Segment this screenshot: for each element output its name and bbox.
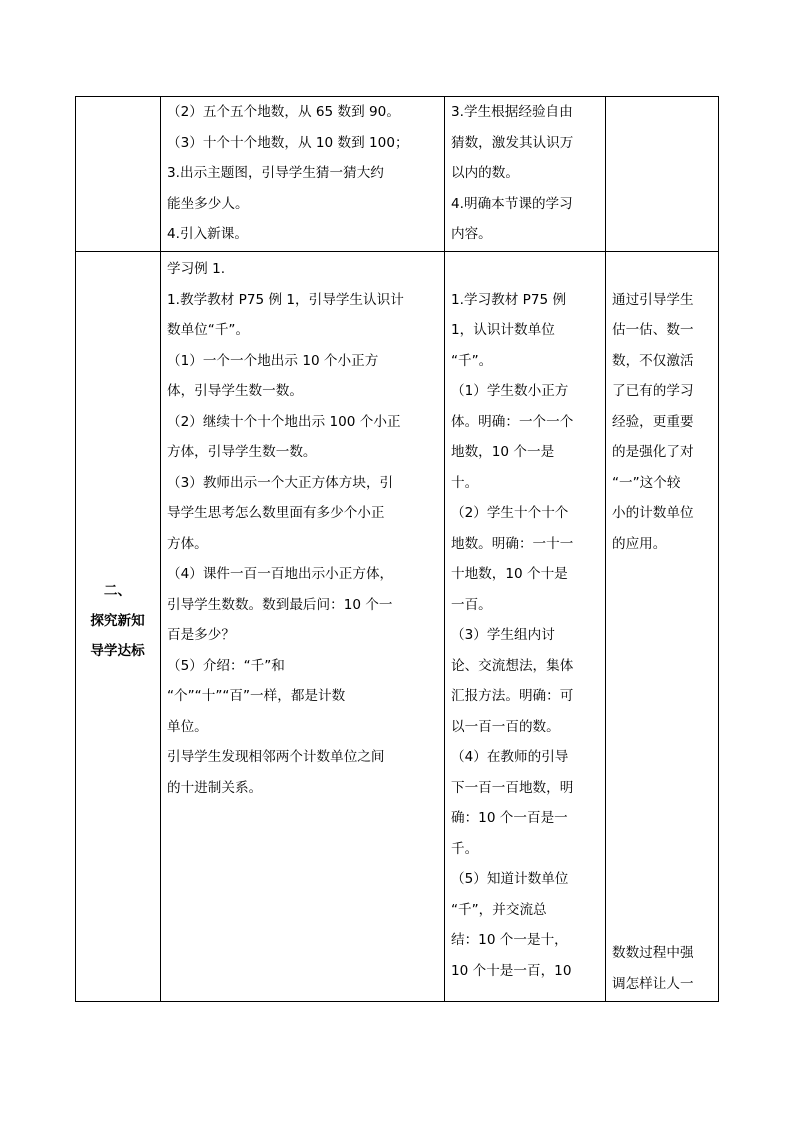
text-line: 十。	[451, 474, 479, 491]
text-line: （2）学生十个十个	[451, 505, 569, 521]
row1-student-activity	[451, 97, 573, 250]
table-border-col4	[605, 96, 606, 1002]
text-line: 汇报方法。明确：可	[451, 688, 574, 704]
text-line: 十地数，10 个十是	[451, 566, 568, 582]
text-line: 能坐多少人。	[167, 195, 249, 212]
text-line: 方体。	[167, 535, 208, 552]
text-line: 下一百一百地数，明	[451, 779, 574, 796]
text-line: 3.学生根据经验自由	[451, 104, 573, 120]
text-line: （5）介绍：“千”和	[167, 657, 285, 674]
text-line: 估一估、数一	[612, 322, 694, 338]
text-line: 经验，更重要	[612, 413, 694, 430]
text-line: 小的计数单位	[612, 505, 694, 521]
text-line: （4）在教师的引导	[451, 749, 569, 765]
text-line: “千”，并交流总	[451, 901, 547, 918]
text-line: （3）学生组内讨	[451, 627, 555, 643]
text-line: （2）五个五个地数，从 65 数到 90。	[167, 104, 400, 120]
text-line: 引导学生数数。数到最后问：10 个一	[167, 596, 393, 613]
text-line: 导学生思考怎么数里面有多少个小正	[167, 505, 385, 521]
text-line: 的是强化了对	[612, 444, 694, 460]
text-line: 千。	[451, 840, 479, 857]
table-border-left	[75, 96, 76, 1002]
text-line: （1）一个一个地出示 10 个小正方	[167, 352, 379, 369]
text-line: 1，认识计数单位	[451, 322, 555, 338]
stage-title-line: 导学达标	[90, 643, 145, 659]
table-border-col3	[444, 96, 445, 1002]
table-border-right	[718, 96, 719, 1002]
table-row-divider	[75, 251, 719, 252]
text-line: 数单位“千”。	[167, 322, 250, 338]
row2-student-activity	[451, 254, 573, 986]
text-line: 一百。	[451, 596, 492, 613]
text-line: “个”“十”“百”一样，都是计数	[167, 688, 346, 704]
text-line: 内容。	[451, 226, 492, 242]
row2-teacher-activity	[167, 254, 404, 803]
lesson-plan-table	[75, 96, 719, 1002]
text-line: （4）课件一百一百地出示小正方体，	[167, 566, 394, 582]
text-line: 单位。	[167, 718, 208, 735]
text-line: 数，不仅激活	[612, 352, 694, 369]
text-line: （1）学生数小正方	[451, 383, 569, 399]
text-line: 10 个十是一百，10	[451, 962, 572, 979]
text-line: 以内的数。	[451, 165, 519, 181]
text-line: （3）教师出示一个大正方体方块，引	[167, 474, 394, 491]
text-line: （3）十个十个地数，从 10 数到 100；	[167, 134, 409, 151]
stage-number: 二、	[103, 583, 132, 599]
text-line: “一”这个较	[612, 474, 681, 491]
text-line: 体。明确：一个一个	[451, 413, 574, 430]
text-line: 结：10 个一是十，	[451, 932, 568, 948]
text-line	[451, 254, 573, 285]
text-line: 4.引入新课。	[167, 226, 248, 242]
text-line: 学习例 1.	[167, 261, 226, 277]
text-line: 1.学习教材 P75 例	[451, 291, 567, 308]
table-border-bottom	[75, 1001, 719, 1002]
table-border-col2	[160, 96, 161, 1002]
text-line: 通过引导学生	[612, 291, 694, 308]
text-line: 猜数，激发其认识万	[451, 134, 574, 151]
text-line: （5）知道计数单位	[451, 871, 569, 887]
text-line: 的应用。	[612, 535, 667, 552]
stage-label	[75, 576, 160, 666]
text-line: 地数，10 个一是	[451, 444, 555, 460]
text-line	[612, 254, 694, 285]
row1-teacher-activity	[167, 97, 409, 250]
text-line: （2）继续十个十个地出示 100 个小正	[167, 413, 401, 430]
text-line: “千”。	[451, 352, 493, 369]
text-line: 4.明确本节课的学习	[451, 195, 573, 212]
stage-title-line: 探究新知	[90, 613, 145, 629]
text-line: 以一百一百的数。	[451, 718, 560, 735]
row2-design-intent-continued	[612, 938, 694, 999]
text-line: 论、交流想法，集体	[451, 657, 574, 674]
text-line: 体，引导学生数一数。	[167, 383, 303, 399]
text-line: 3.出示主题图，引导学生猜一猜大约	[167, 165, 384, 181]
text-line: 引导学生发现相邻两个计数单位之间	[167, 749, 385, 765]
text-line: 方体，引导学生数一数。	[167, 444, 317, 460]
text-line: 的十进制关系。	[167, 779, 263, 796]
text-line: 数数过程中强	[612, 945, 694, 961]
text-line: 地数。明确：一十一	[451, 535, 574, 552]
text-line: 百是多少？	[167, 627, 235, 643]
text-line: 调怎样让人一	[612, 975, 694, 992]
row2-design-intent	[612, 254, 694, 559]
text-line: 了已有的学习	[612, 383, 694, 399]
text-line: 1.教学教材 P75 例 1，引导学生认识计	[167, 291, 404, 308]
text-line: 确：10 个一百是一	[451, 810, 568, 826]
